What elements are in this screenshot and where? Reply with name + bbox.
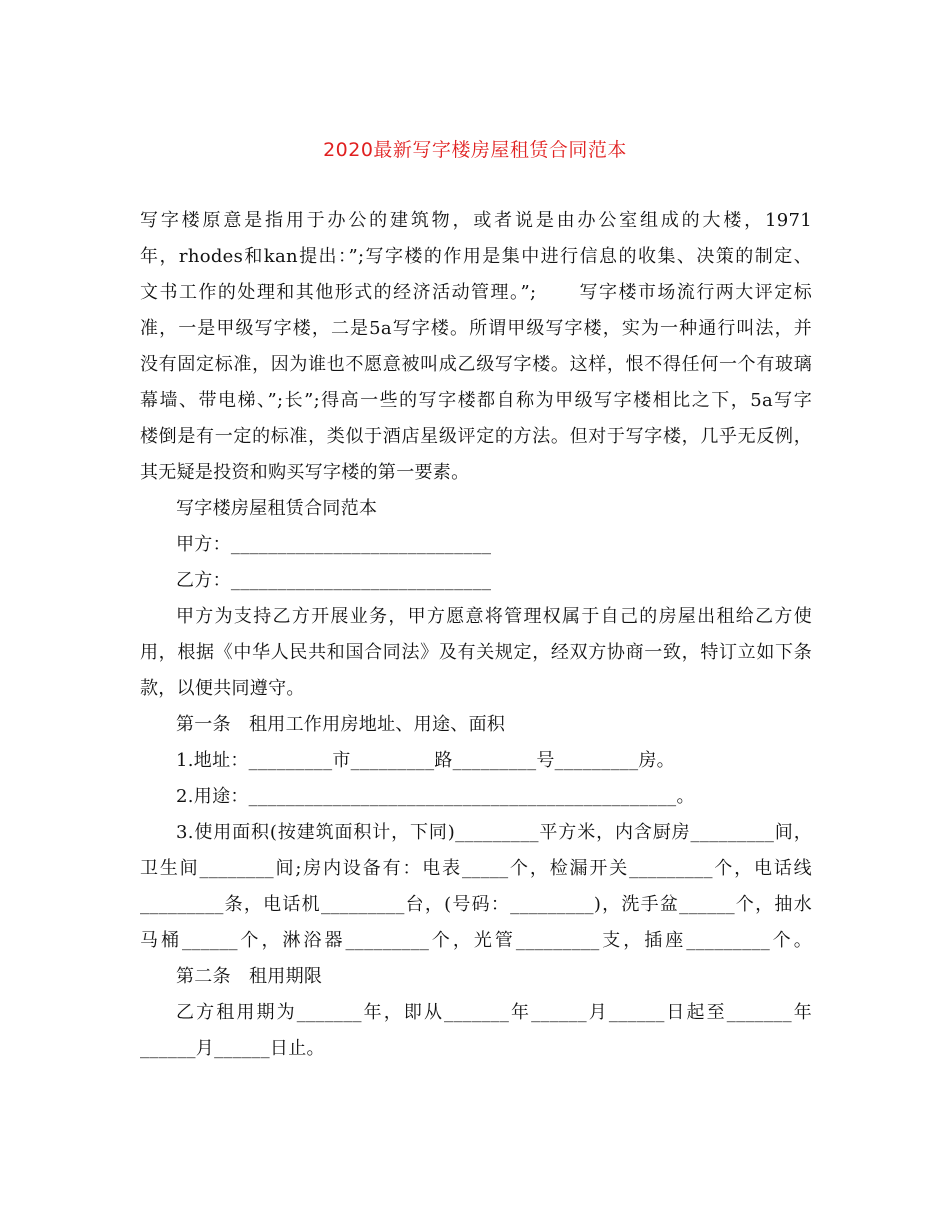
term-line: ______月______日止。 (140, 1038, 325, 1059)
equipment-line: 卫生间________间;房内设备有：电表_____个，检漏开关_________个，电话线 (140, 858, 812, 879)
area-line: 3.使用面积(按建筑面积计，下同)_________平方米，内含厨房_________间， (176, 822, 812, 843)
paragraph-line: 没有固定标准，因为谁也不愿意被叫成乙级写字楼。这样，恨不得任何一个有玻璃 (140, 354, 812, 375)
paragraph-line: 款，以便共同遵守。 (140, 678, 305, 699)
paragraph-line: 写字楼原意是指用于办公的建筑物，或者说是由办公室组成的大楼，1971 (140, 210, 812, 231)
document-title: 2020最新写字楼房屋租赁合同范本 (323, 139, 627, 161)
article-heading: 第二条 租用期限 (176, 966, 323, 987)
article-heading: 第一条 租用工作用房地址、用途、面积 (176, 714, 506, 735)
equipment-line: _________条，电话机_________台，(号码：_________)，洗手盆______个，抽水 (140, 894, 812, 915)
paragraph-line: 用，根据《中华人民共和国合同法》及有关规定，经双方协商一致，特订立如下条 (140, 642, 812, 663)
party-a-field: 甲方：____________________________ (176, 534, 492, 555)
paragraph-line: 甲方为支持乙方开展业务，甲方愿意将管理权属于自己的房屋出租给乙方使 (176, 606, 812, 627)
paragraph-line: 楼倒是有一定的标准，类似于酒店星级评定的方法。但对于写字楼，几乎无反例， (140, 426, 812, 447)
paragraph-line: 文书工作的处理和其他形式的经济活动管理。”; 写字楼市场流行两大评定标 (140, 282, 812, 303)
equipment-line: 马桶______个，淋浴器_________个，光管_________支，插座_________个。 (140, 930, 812, 951)
address-line: 1.地址：_________市_________路_________号_________房。 (176, 750, 675, 771)
paragraph-line: 幕墙、带电梯、”;长”;得高一些的写字楼都自称为甲级写字楼相比之下，5a写字 (140, 390, 812, 411)
term-line: 乙方租用期为_______年，即从_______年______月______日起至_______年 (176, 1002, 812, 1023)
party-b-field: 乙方：____________________________ (176, 570, 492, 591)
paragraph-line: 年，rhodes和kan提出：”;写字楼的作用是集中进行信息的收集、决策的制定、 (140, 246, 812, 267)
paragraph-line: 准，一是甲级写字楼，二是5a写字楼。所谓甲级写字楼，实为一种通行叫法，并 (140, 318, 812, 339)
purpose-line: 2.用途：______________________________________________。 (176, 786, 695, 807)
contract-heading: 写字楼房屋租赁合同范本 (176, 498, 378, 519)
paragraph-line: 其无疑是投资和购买写字楼的第一要素。 (140, 462, 470, 483)
